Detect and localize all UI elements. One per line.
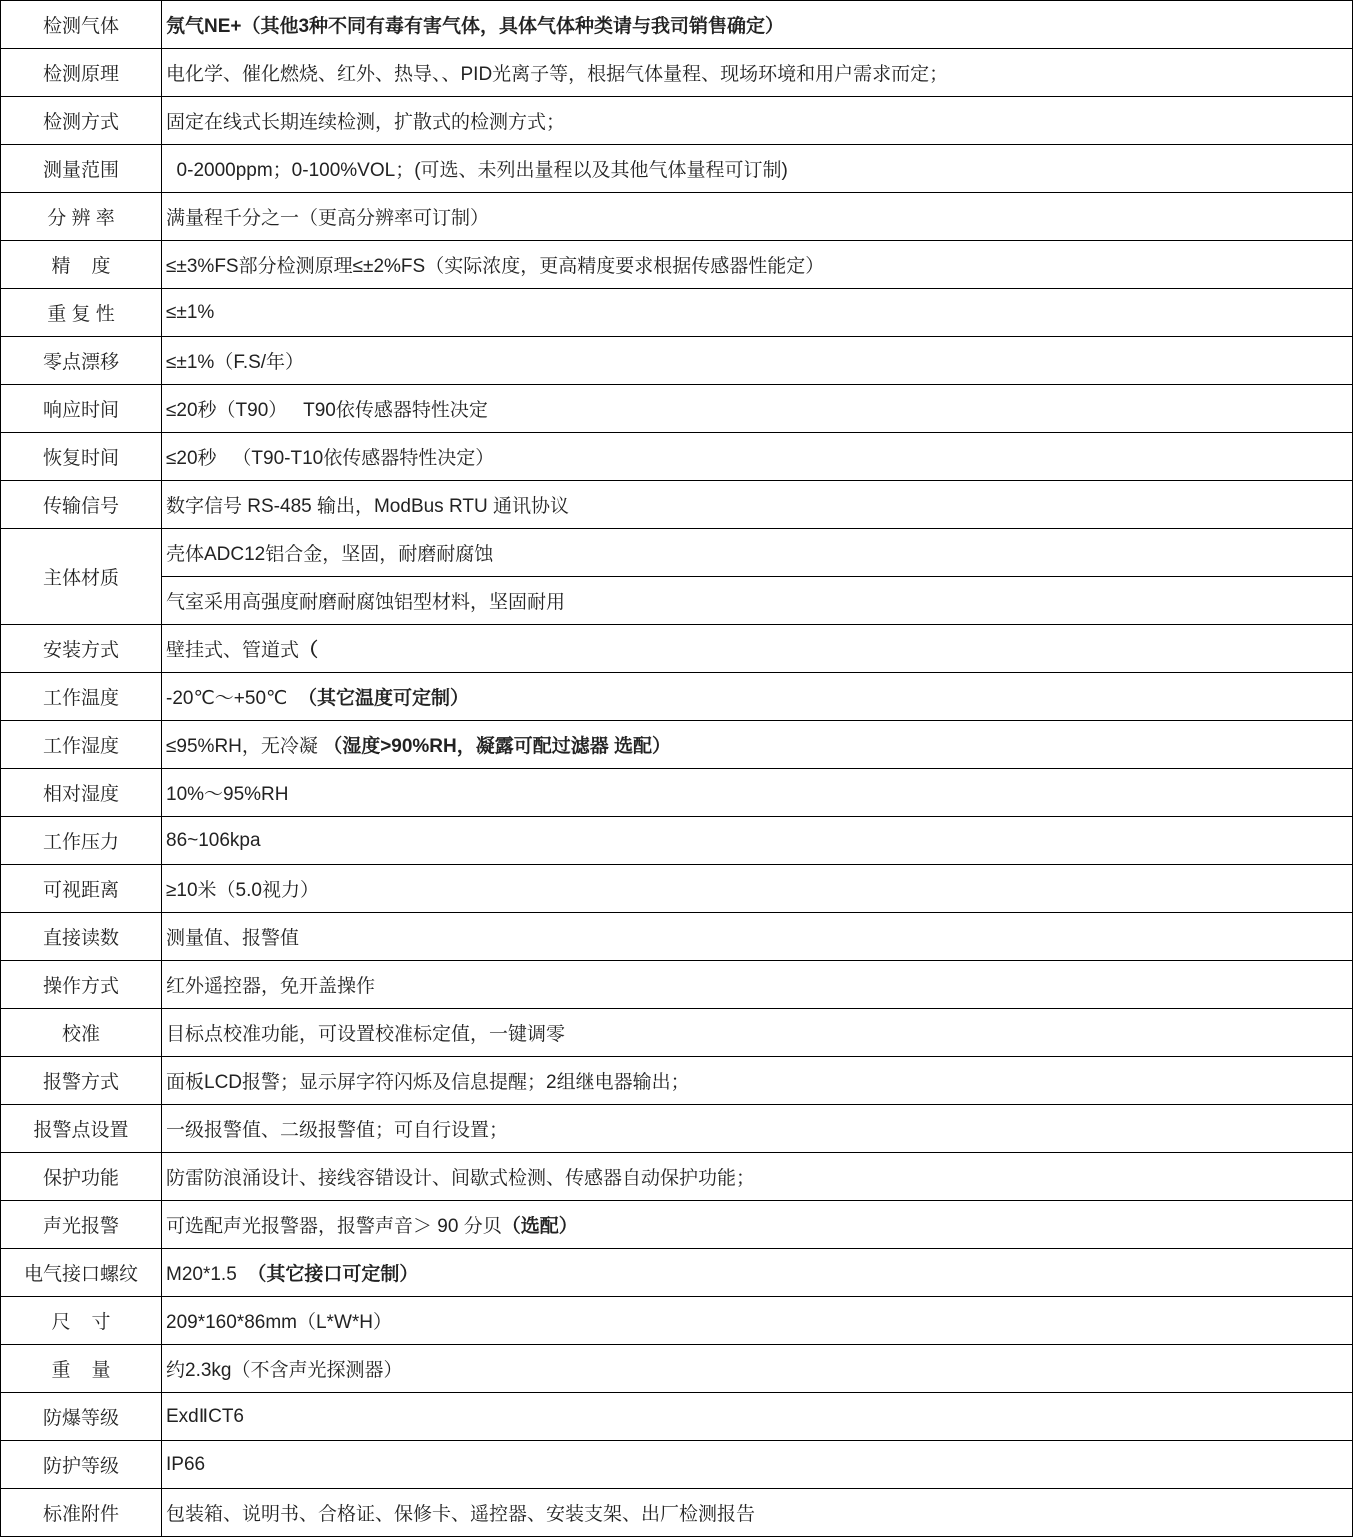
row-value: 面板LCD报警；显示屏字符闪烁及信息提醒；2组继电器输出； [162, 1057, 1353, 1105]
row-label: 精 度 [1, 241, 162, 289]
row-value: 红外遥控器，免开盖操作 [162, 961, 1353, 1009]
row-value: 0-2000ppm；0-100%VOL；(可选、未列出量程以及其他气体量程可订制) [162, 145, 1353, 193]
row-value: ≤20秒 （T90-T10依传感器特性决定） [162, 433, 1353, 481]
row-label: 测量范围 [1, 145, 162, 193]
table-row [1, 577, 1353, 625]
table-row [1, 913, 1353, 961]
table-row [1, 1105, 1353, 1153]
row-label: 响应时间 [1, 385, 162, 433]
table-row [1, 1441, 1353, 1489]
table-row [1, 1345, 1353, 1393]
value-bold: （其它接口可定制） [247, 1264, 419, 1285]
table-row [1, 193, 1353, 241]
table-row [1, 865, 1353, 913]
row-label: 尺 寸 [1, 1297, 162, 1345]
row-label: 恢复时间 [1, 433, 162, 481]
row-value [162, 721, 1353, 769]
table-row [1, 385, 1353, 433]
table-row [1, 1201, 1353, 1249]
table-row [1, 529, 1353, 577]
row-value: ≤20秒（T90） T90依传感器特性决定 [162, 385, 1353, 433]
row-value: 壳体ADC12铝合金，坚固，耐磨耐腐蚀 [162, 529, 1353, 577]
row-value: ≤±3%FS部分检测原理≤±2%FS（实际浓度，更高精度要求根据传感器性能定） [162, 241, 1353, 289]
value-bold: 氖气NE+（其他3种不同有毒有害气体，具体气体种类请与我司销售确定） [166, 16, 785, 37]
row-value: 防雷防浪涌设计、接线容错设计、间歇式检测、传感器自动保护功能； [162, 1153, 1353, 1201]
row-label: 声光报警 [1, 1201, 162, 1249]
row-value [162, 1201, 1353, 1249]
row-label: 工作湿度 [1, 721, 162, 769]
table-row [1, 1153, 1353, 1201]
table-row [1, 673, 1353, 721]
row-label: 零点漂移 [1, 337, 162, 385]
table-row [1, 481, 1353, 529]
row-value: IP66 [162, 1441, 1353, 1489]
row-value: 86~106kpa [162, 817, 1353, 865]
row-label: 检测气体 [1, 1, 162, 49]
table-row [1, 145, 1353, 193]
row-value [162, 673, 1353, 721]
table-row [1, 817, 1353, 865]
row-value: ≤±1% [162, 289, 1353, 337]
row-label: 传输信号 [1, 481, 162, 529]
row-label: 主体材质 [1, 529, 162, 625]
table-row [1, 97, 1353, 145]
row-value [162, 625, 1353, 673]
row-value: 包装箱、说明书、合格证、保修卡、遥控器、安装支架、出厂检测报告 [162, 1489, 1353, 1537]
row-label: 检测方式 [1, 97, 162, 145]
row-label: 可视距离 [1, 865, 162, 913]
row-label: 操作方式 [1, 961, 162, 1009]
row-label: 分 辨 率 [1, 193, 162, 241]
table-row [1, 1393, 1353, 1441]
table-row [1, 289, 1353, 337]
row-value [162, 1, 1353, 49]
value-text: M20*1.5 [166, 1264, 248, 1285]
row-label: 报警方式 [1, 1057, 162, 1105]
value-bold: （ [299, 640, 319, 661]
row-value: 约2.3kg（不含声光探测器） [162, 1345, 1353, 1393]
row-label: 相对湿度 [1, 769, 162, 817]
table-row [1, 1009, 1353, 1057]
row-value: 目标点校准功能，可设置校准标定值，一键调零 [162, 1009, 1353, 1057]
table-row [1, 769, 1353, 817]
table-row [1, 625, 1353, 673]
value-text: -20℃～+50℃ [166, 688, 298, 709]
row-value: 电化学、催化燃烧、红外、热导、、PID光离子等，根据气体量程、现场环境和用户需求而定； [162, 49, 1353, 97]
table-row [1, 337, 1353, 385]
value-text: 壁挂式、管道式 [166, 640, 300, 661]
row-label: 报警点设置 [1, 1105, 162, 1153]
table-row [1, 1489, 1353, 1537]
row-label: 校准 [1, 1009, 162, 1057]
row-label: 直接读数 [1, 913, 162, 961]
value-bold: （选配） [501, 1216, 578, 1237]
row-value: ExdⅡCT6 [162, 1393, 1353, 1441]
row-label: 电气接口螺纹 [1, 1249, 162, 1297]
row-value [162, 1249, 1353, 1297]
row-value: 一级报警值、二级报警值；可自行设置； [162, 1105, 1353, 1153]
row-label: 保护功能 [1, 1153, 162, 1201]
table-row [1, 241, 1353, 289]
row-label: 检测原理 [1, 49, 162, 97]
table-row [1, 433, 1353, 481]
value-text: 可选配声光报警器，报警声音＞ 90 分贝 [166, 1216, 502, 1237]
table-row [1, 1249, 1353, 1297]
row-label: 标准附件 [1, 1489, 162, 1537]
value-text: ≤95%RH，无冷凝 [166, 736, 324, 757]
table-row [1, 1297, 1353, 1345]
table-row [1, 1, 1353, 49]
table-row [1, 961, 1353, 1009]
row-value: 气室采用高强度耐磨耐腐蚀铝型材料，坚固耐用 [162, 577, 1353, 625]
table-row [1, 1057, 1353, 1105]
row-value: 测量值、报警值 [162, 913, 1353, 961]
row-label: 工作温度 [1, 673, 162, 721]
row-label: 防护等级 [1, 1441, 162, 1489]
row-value: 固定在线式长期连续检测，扩散式的检测方式； [162, 97, 1353, 145]
value-bold: （湿度>90%RH，凝露可配过滤器 选配） [323, 736, 672, 757]
table-row [1, 49, 1353, 97]
row-value: 数字信号 RS-485 输出，ModBus RTU 通讯协议 [162, 481, 1353, 529]
row-value: 10%～95%RH [162, 769, 1353, 817]
row-value: ≤±1%（F.S/年） [162, 337, 1353, 385]
row-value: 209*160*86mm（L*W*H） [162, 1297, 1353, 1345]
row-value: ≥10米（5.0视力） [162, 865, 1353, 913]
row-label: 防爆等级 [1, 1393, 162, 1441]
row-label: 工作压力 [1, 817, 162, 865]
row-value: 满量程千分之一（更高分辨率可订制） [162, 193, 1353, 241]
row-label: 重 量 [1, 1345, 162, 1393]
value-bold: （其它温度可定制） [297, 688, 469, 709]
row-label: 重 复 性 [1, 289, 162, 337]
row-label: 安装方式 [1, 625, 162, 673]
table-row [1, 721, 1353, 769]
